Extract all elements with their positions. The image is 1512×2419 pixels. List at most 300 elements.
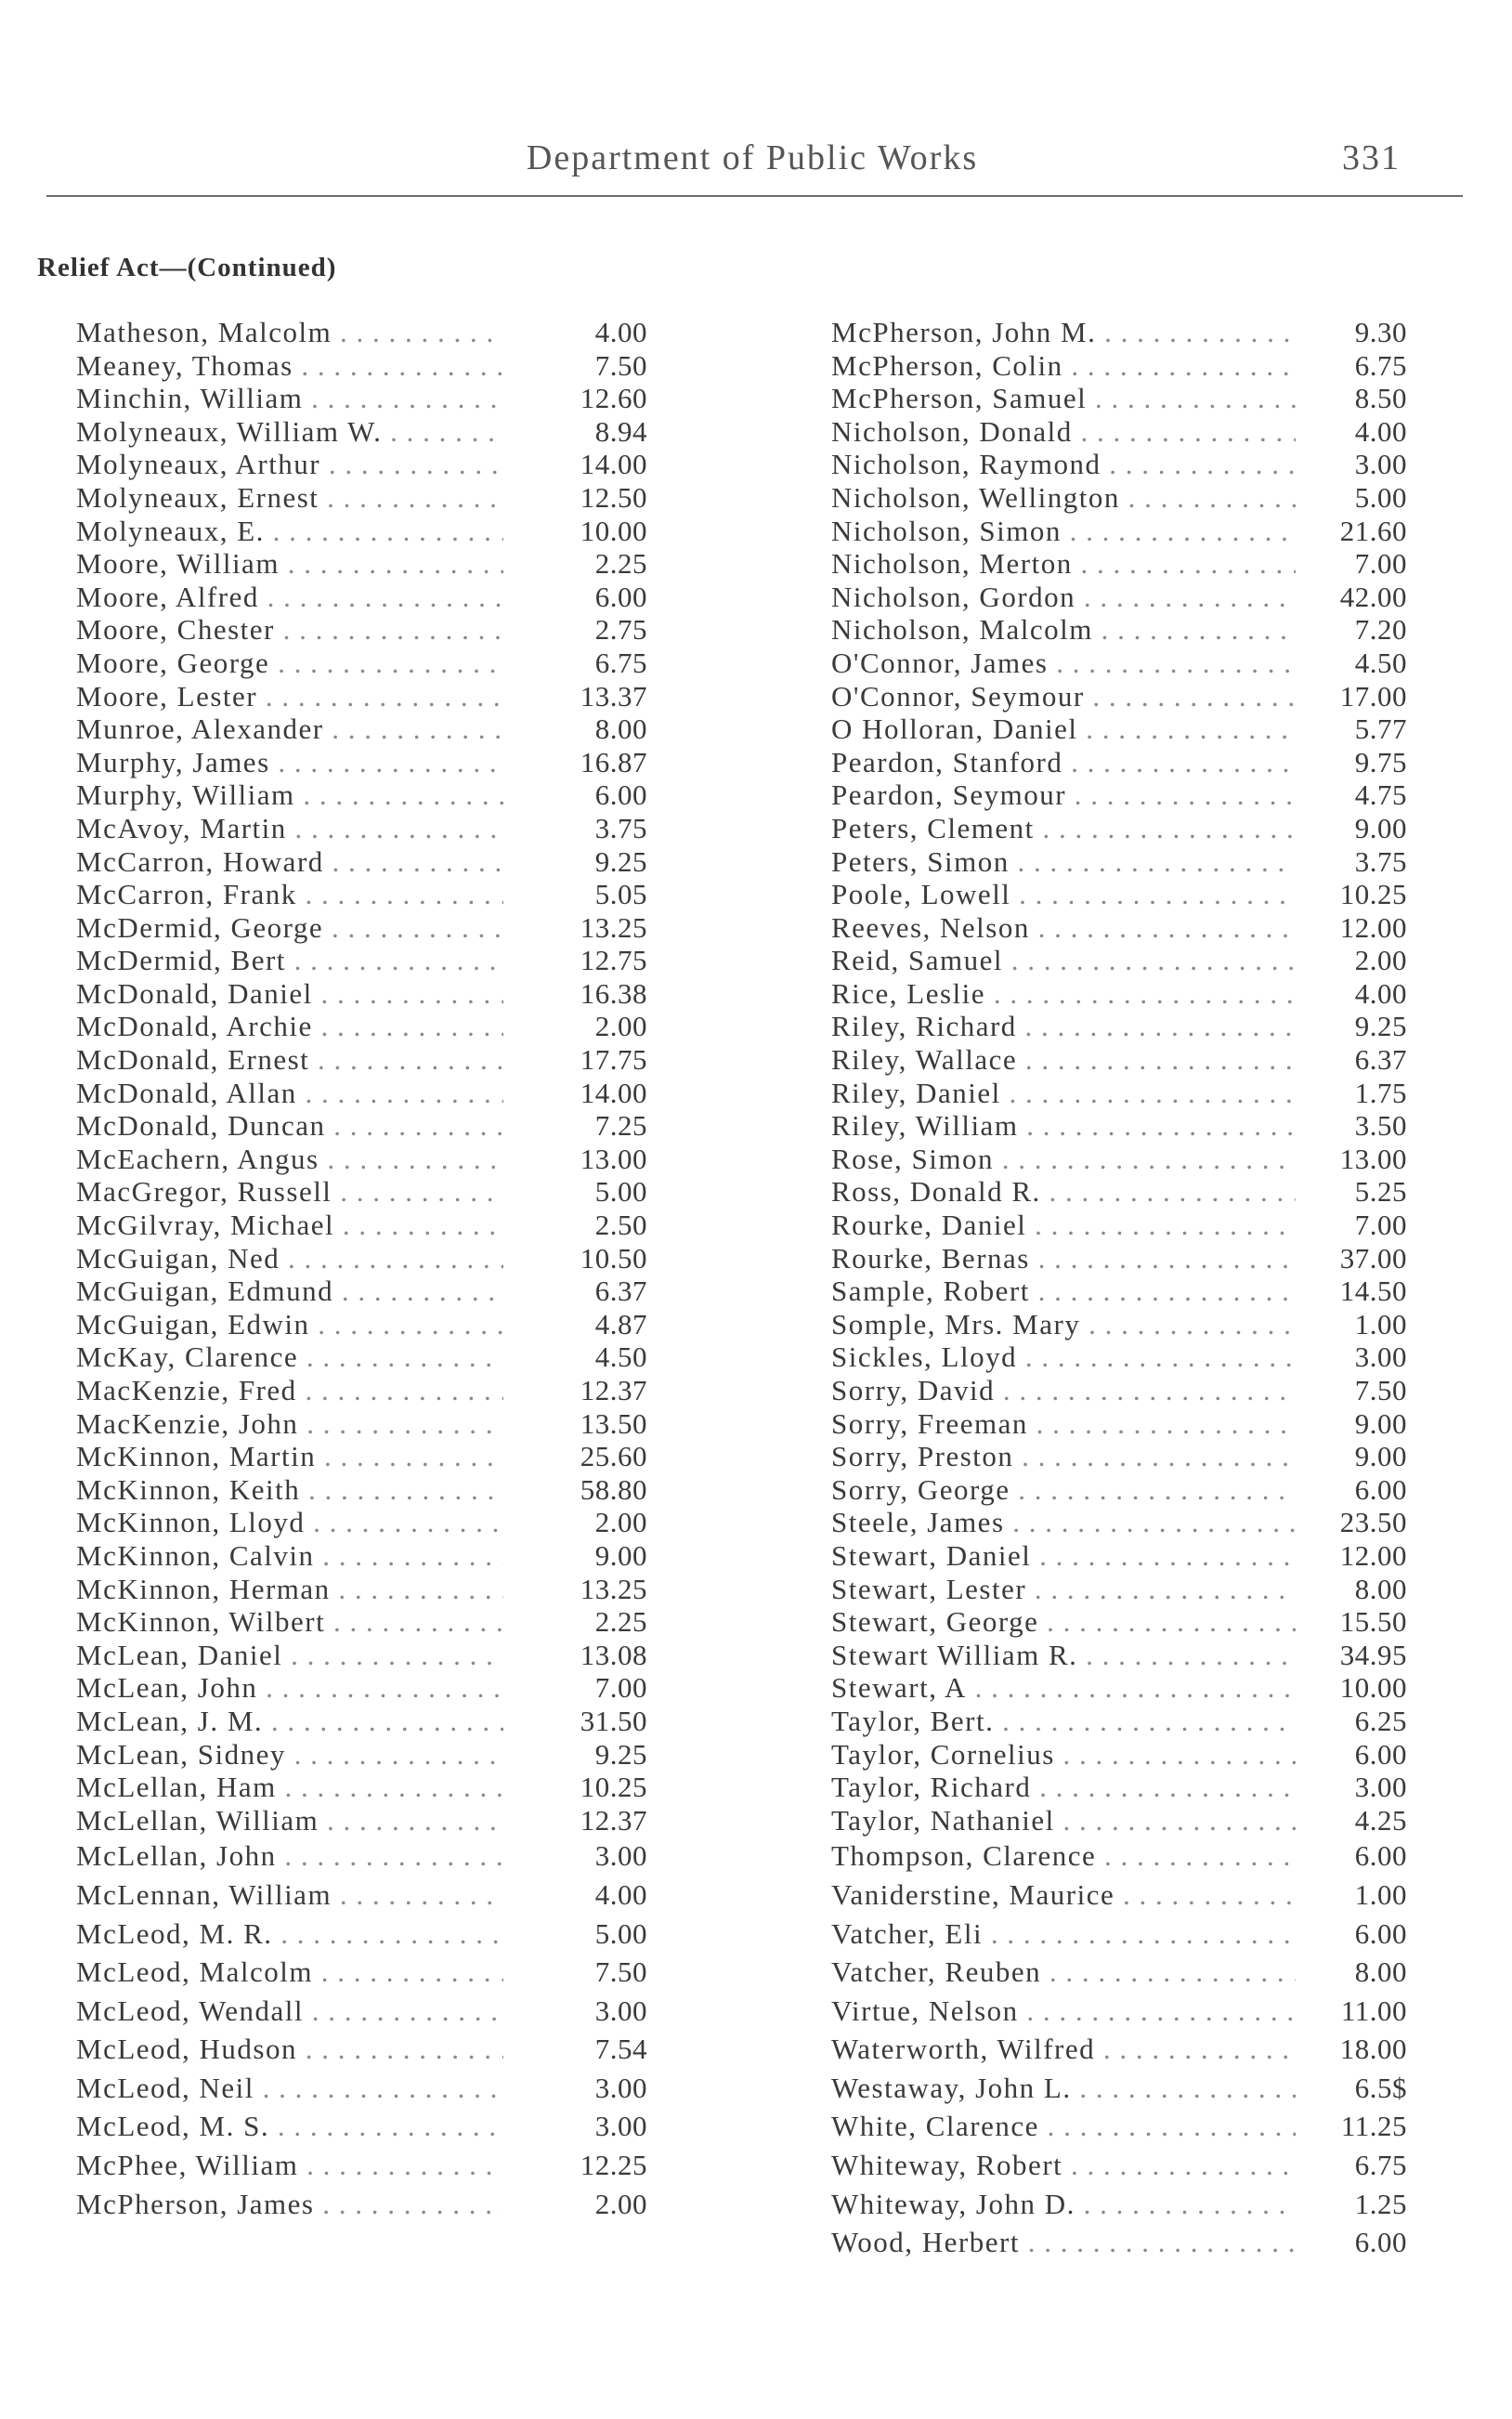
payee-name: Ross, Donald R. . . . xyxy=(831,1175,1296,1209)
list-item xyxy=(76,812,652,845)
payment-amount: 3.00 xyxy=(1354,448,1407,481)
payment-amount: 6.00 xyxy=(1354,1839,1407,1873)
list-item xyxy=(76,680,652,713)
payment-amount: 12.25 xyxy=(580,2149,647,2182)
list-item xyxy=(76,2107,652,2146)
list-item xyxy=(831,2069,1416,2108)
payment-amount: 23.50 xyxy=(1339,1506,1407,1539)
list-item xyxy=(831,1209,1416,1242)
list-item xyxy=(76,581,652,614)
payment-amount: 13.50 xyxy=(580,1406,647,1440)
list-item xyxy=(76,1275,652,1308)
payment-amount: 14.50 xyxy=(1339,1275,1407,1308)
payment-amount: 6.00 xyxy=(1354,1916,1407,1950)
payee-name: McEachern, Angus . . . xyxy=(76,1143,503,1176)
list-item xyxy=(76,415,652,449)
payment-amount: 42.00 xyxy=(1339,580,1407,613)
payee-name: McLellan, John . . . xyxy=(76,1837,503,1876)
payee-name: McAvoy, Martin . . . xyxy=(76,812,503,845)
payment-amount: 5.00 xyxy=(594,1175,647,1209)
payee-name: Riley, Daniel . . . xyxy=(831,1077,1296,1110)
list-item xyxy=(76,1010,652,1043)
payee-name: Thompson, Clarence . . . xyxy=(831,1837,1296,1876)
payee-name: Vaniderstine, Maurice . . . xyxy=(831,1876,1296,1915)
list-item xyxy=(76,1340,652,1374)
list-item xyxy=(831,1771,1416,1804)
payee-name: Molyneaux, William W. . . . xyxy=(76,415,503,449)
payee-name: McLean, Daniel . . . xyxy=(76,1639,503,1672)
payee-name: Nicholson, Gordon . . . xyxy=(831,581,1296,614)
payee-name: Moore, George . . . xyxy=(76,647,503,680)
payment-amount: 3.50 xyxy=(1354,1109,1407,1143)
payment-amount: 21.60 xyxy=(1339,514,1407,547)
payment-amount: 3.00 xyxy=(594,1994,647,2027)
list-item xyxy=(831,713,1416,746)
list-item xyxy=(76,1915,652,1954)
payment-amount: 37.00 xyxy=(1339,1241,1407,1275)
payee-name: Reid, Samuel . . . xyxy=(831,944,1296,977)
list-item xyxy=(76,481,652,515)
payment-amount: 8.94 xyxy=(594,414,647,448)
payee-name: Steele, James . . . xyxy=(831,1506,1296,1539)
list-item xyxy=(831,1506,1416,1539)
payee-name: McPherson, Samuel . . . xyxy=(831,382,1296,415)
payee-name: McLean, Sidney . . . xyxy=(76,1738,503,1772)
payment-amount: 7.54 xyxy=(594,2033,647,2066)
payee-name: McLean, John . . . xyxy=(76,1671,503,1705)
list-item xyxy=(831,515,1416,548)
payment-amount: 7.00 xyxy=(594,1671,647,1705)
payee-name: Sorry, George . . . xyxy=(831,1473,1296,1507)
list-item xyxy=(76,1738,652,1772)
payment-amount: 1.25 xyxy=(1354,2187,1407,2220)
payment-amount: 4.75 xyxy=(1354,778,1407,812)
payee-name: Wood, Herbert . . . xyxy=(831,2223,1296,2262)
payee-name: Taylor, Richard . . . xyxy=(831,1771,1296,1804)
list-item xyxy=(831,1340,1416,1374)
payee-name: McKay, Clarence . . . xyxy=(76,1340,503,1374)
list-item xyxy=(76,1440,652,1473)
list-item xyxy=(831,1374,1416,1407)
payee-name: Nicholson, Merton . . . xyxy=(831,547,1296,581)
list-item xyxy=(76,1639,652,1672)
payee-name: Peardon, Seymour . . . xyxy=(831,778,1296,812)
payee-name: Murphy, William . . . xyxy=(76,778,503,812)
list-item xyxy=(831,1143,1416,1176)
list-item xyxy=(831,746,1416,779)
list-item xyxy=(76,911,652,945)
list-item xyxy=(831,647,1416,680)
payee-name: Stewart, Daniel . . . xyxy=(831,1539,1296,1573)
payment-amount: 12.37 xyxy=(580,1803,647,1837)
payee-name: McLeod, Neil . . . xyxy=(76,2069,503,2108)
list-item xyxy=(76,2185,652,2224)
payment-amount: 6.75 xyxy=(1354,348,1407,382)
payment-amount: 17.75 xyxy=(580,1043,647,1077)
payment-amount: 5.00 xyxy=(1354,480,1407,514)
payee-name: Rose, Simon . . . xyxy=(831,1143,1296,1176)
list-item xyxy=(76,1308,652,1341)
payment-amount: 3.00 xyxy=(594,1839,647,1873)
list-item xyxy=(76,1242,652,1275)
payment-amount: 11.00 xyxy=(1340,1994,1407,2027)
list-item xyxy=(76,448,652,481)
payment-amount: 6.00 xyxy=(594,778,647,812)
payment-amount: 6.75 xyxy=(594,646,647,679)
list-item xyxy=(831,1109,1416,1143)
payment-amount: 6.00 xyxy=(1354,2226,1407,2259)
payment-amount: 10.00 xyxy=(580,514,647,547)
payment-amount: 13.37 xyxy=(580,679,647,713)
list-item xyxy=(76,349,652,383)
payee-name: McGuigan, Edmund . . . xyxy=(76,1275,503,1308)
list-item xyxy=(831,680,1416,713)
payee-name: Riley, Wallace . . . xyxy=(831,1043,1296,1077)
payment-amount: 9.00 xyxy=(1354,811,1407,844)
list-item xyxy=(76,1473,652,1507)
list-item xyxy=(831,1804,1416,1837)
payee-name: McDermid, George . . . xyxy=(76,911,503,945)
payment-amount: 1.00 xyxy=(1354,1877,1407,1911)
list-item xyxy=(831,1043,1416,1077)
payee-name: McCarron, Howard . . . xyxy=(76,845,503,879)
payment-amount: 9.25 xyxy=(594,1737,647,1771)
payee-name: Nicholson, Simon . . . xyxy=(831,515,1296,548)
list-item xyxy=(76,944,652,977)
list-item xyxy=(831,1953,1416,1992)
payee-name: McCarron, Frank . . . xyxy=(76,878,503,911)
payment-amount: 7.20 xyxy=(1354,613,1407,647)
payee-name: Virtue, Nelson . . . xyxy=(831,1992,1296,2031)
list-item xyxy=(76,1209,652,1242)
payment-amount: 7.25 xyxy=(594,1109,647,1143)
payment-amount: 4.00 xyxy=(1354,976,1407,1010)
list-item xyxy=(831,1242,1416,1275)
payment-amount: 8.50 xyxy=(1354,382,1407,415)
list-item xyxy=(76,1175,652,1209)
payee-name: Nicholson, Malcolm . . . xyxy=(831,613,1296,647)
list-item xyxy=(76,746,652,779)
list-item xyxy=(76,1837,652,1876)
payment-amount: 2.00 xyxy=(594,1010,647,1043)
payment-amount: 12.37 xyxy=(580,1374,647,1406)
payee-name: Vatcher, Eli . . . xyxy=(831,1915,1296,1954)
page-header xyxy=(0,0,1512,214)
list-item xyxy=(76,316,652,349)
list-item xyxy=(831,2185,1416,2224)
payment-amount: 31.50 xyxy=(580,1704,647,1737)
payment-amount: 10.25 xyxy=(580,1771,647,1804)
payee-name: McDermid, Bert . . . xyxy=(76,944,503,977)
list-item xyxy=(831,1639,1416,1672)
list-item xyxy=(76,1043,652,1077)
payee-name: Vatcher, Reuben . . . xyxy=(831,1953,1296,1992)
list-item xyxy=(76,1605,652,1639)
payee-name: McDonald, Ernest . . . xyxy=(76,1043,503,1077)
payee-name: Peters, Clement . . . xyxy=(831,812,1296,845)
payee-name: Meaney, Thomas . . . xyxy=(76,349,503,383)
payment-amount: 13.25 xyxy=(580,1572,647,1605)
payee-name: O'Connor, James . . . xyxy=(831,647,1296,680)
list-item xyxy=(831,778,1416,812)
payment-amount: 18.00 xyxy=(1339,2033,1407,2066)
list-item xyxy=(76,713,652,746)
payee-name: McDonald, Daniel . . . xyxy=(76,977,503,1011)
payee-name: Matheson, Malcolm . . . xyxy=(76,316,503,349)
payee-name: Poole, Lowell . . . xyxy=(831,878,1296,911)
payment-amount: 7.50 xyxy=(594,348,647,382)
payment-amount: 4.87 xyxy=(594,1307,647,1340)
payee-name: Taylor, Nathaniel . . . xyxy=(831,1804,1296,1837)
payment-amount: 9.25 xyxy=(594,844,647,878)
payee-name: Peters, Simon . . . xyxy=(831,845,1296,879)
payment-amount: 8.00 xyxy=(1354,1955,1407,1989)
list-item xyxy=(831,878,1416,911)
list-item xyxy=(76,1876,652,1915)
list-item xyxy=(831,1671,1416,1705)
payment-amount: 9.00 xyxy=(594,1538,647,1572)
payee-name: McPhee, William . . . xyxy=(76,2146,503,2185)
payee-name: Stewart, George . . . xyxy=(831,1605,1296,1639)
payee-name: McLean, J. M. . . . xyxy=(76,1705,503,1738)
list-item xyxy=(76,647,652,680)
payment-amount: 2.75 xyxy=(594,613,647,647)
list-item xyxy=(76,1506,652,1539)
payee-name: MacKenzie, Fred . . . xyxy=(76,1374,503,1407)
payee-name: Molyneaux, Arthur . . . xyxy=(76,448,503,481)
payment-amount: 10.00 xyxy=(1339,1671,1407,1705)
list-item xyxy=(76,382,652,415)
list-item xyxy=(76,613,652,647)
list-item xyxy=(76,515,652,548)
list-item xyxy=(831,415,1416,449)
list-item xyxy=(831,1077,1416,1110)
payment-amount: 2.25 xyxy=(594,547,647,581)
list-item xyxy=(76,1143,652,1176)
list-item xyxy=(76,778,652,812)
payee-name: McDonald, Allan . . . xyxy=(76,1077,503,1110)
list-item xyxy=(831,581,1416,614)
payee-name: McLennan, William . . . xyxy=(76,1876,503,1915)
list-item xyxy=(831,1837,1416,1876)
list-item xyxy=(831,382,1416,415)
payment-amount: 13.08 xyxy=(580,1638,647,1671)
payment-amount: 13.00 xyxy=(580,1142,647,1175)
payment-amount: 5.05 xyxy=(594,878,647,911)
list-item xyxy=(76,845,652,879)
list-item xyxy=(831,1539,1416,1573)
list-item xyxy=(76,1374,652,1407)
payment-amount: 4.00 xyxy=(594,1877,647,1911)
payee-name: Moore, William . . . xyxy=(76,547,503,581)
payment-amount: 6.00 xyxy=(1354,1737,1407,1771)
payee-name: McKinnon, Calvin . . . xyxy=(76,1539,503,1573)
list-item xyxy=(76,2069,652,2108)
payee-name: McLeod, Wendall . . . xyxy=(76,1992,503,2031)
payment-amount: 4.50 xyxy=(1354,646,1407,679)
list-item xyxy=(831,911,1416,945)
payment-amount: 9.00 xyxy=(1354,1440,1407,1473)
list-item xyxy=(76,1953,652,1992)
list-item xyxy=(76,1671,652,1705)
payee-name: Sickles, Lloyd . . . xyxy=(831,1340,1296,1374)
payee-name: McKinnon, Lloyd . . . xyxy=(76,1506,503,1539)
list-item xyxy=(831,2146,1416,2185)
payment-amount: 4.00 xyxy=(594,316,647,348)
payment-amount: 14.00 xyxy=(580,1076,647,1109)
payee-name: McGuigan, Edwin . . . xyxy=(76,1308,503,1341)
payment-amount: 6.5$ xyxy=(1354,2071,1407,2104)
payee-name: Taylor, Cornelius . . . xyxy=(831,1738,1296,1772)
payment-amount: 2.00 xyxy=(594,1506,647,1539)
payee-name: White, Clarence . . . xyxy=(831,2107,1296,2146)
payee-name: Moore, Alfred . . . xyxy=(76,581,503,614)
payment-amount: 9.75 xyxy=(1354,745,1407,778)
payee-name: MacGregor, Russell . . . xyxy=(76,1175,503,1209)
payment-amount: 2.50 xyxy=(594,1209,647,1242)
payment-amount: 3.00 xyxy=(1354,1340,1407,1374)
payee-name: Sorry, Preston . . . xyxy=(831,1440,1296,1473)
payment-amount: 16.38 xyxy=(580,976,647,1010)
payee-name: Nicholson, Wellington . . . xyxy=(831,481,1296,515)
payment-amount: 10.25 xyxy=(1339,878,1407,911)
section-title: Relief Act—(Continued) xyxy=(37,253,337,282)
list-item xyxy=(76,1407,652,1441)
payment-amount: 7.00 xyxy=(1354,547,1407,581)
payee-name: Minchin, William . . . xyxy=(76,382,503,415)
payee-name: Rourke, Daniel . . . xyxy=(831,1209,1296,1242)
payment-amount: 12.60 xyxy=(580,382,647,415)
payee-name: McKinnon, Keith . . . xyxy=(76,1473,503,1507)
payment-amount: 7.00 xyxy=(1354,1209,1407,1242)
payee-name: McLeod, M. S. . . . xyxy=(76,2107,503,2146)
list-item xyxy=(831,2030,1416,2069)
list-item xyxy=(76,1573,652,1606)
payee-name: McKinnon, Herman . . . xyxy=(76,1573,503,1606)
payment-amount: 13.25 xyxy=(580,910,647,944)
header-rule xyxy=(46,195,1463,197)
payee-name: Molyneaux, Ernest . . . xyxy=(76,481,503,515)
payee-name: McPherson, Colin . . . xyxy=(831,349,1296,383)
list-item xyxy=(76,1539,652,1573)
payment-amount: 2.00 xyxy=(1354,944,1407,977)
page-number: 331 xyxy=(1342,138,1401,177)
list-item xyxy=(831,1275,1416,1308)
list-item xyxy=(831,316,1416,349)
list-item xyxy=(76,2030,652,2069)
payment-amount: 58.80 xyxy=(580,1472,647,1506)
list-item xyxy=(831,1876,1416,1915)
payee-name: MacKenzie, John . . . xyxy=(76,1407,503,1441)
list-item xyxy=(76,878,652,911)
payee-name: Westaway, John L. . . . xyxy=(831,2069,1296,2108)
payment-amount: 14.00 xyxy=(580,448,647,481)
list-item xyxy=(76,1705,652,1738)
list-item xyxy=(76,1992,652,2031)
list-item xyxy=(831,1992,1416,2031)
list-item xyxy=(831,1175,1416,1209)
payee-name: Stewart, A . . . xyxy=(831,1671,1296,1705)
payment-amount: 3.00 xyxy=(594,2110,647,2143)
payment-amount: 17.00 xyxy=(1339,679,1407,713)
list-item xyxy=(831,1010,1416,1043)
payment-amount: 2.00 xyxy=(594,2187,647,2220)
payment-amount: 9.30 xyxy=(1354,316,1407,348)
payment-amount: 3.75 xyxy=(594,811,647,844)
payment-amount: 25.60 xyxy=(580,1440,647,1473)
payment-amount: 5.00 xyxy=(594,1916,647,1950)
payment-amount: 8.00 xyxy=(594,713,647,746)
list-item xyxy=(76,977,652,1011)
payee-name: Reeves, Nelson . . . xyxy=(831,911,1296,945)
payment-amount: 12.00 xyxy=(1339,910,1407,944)
list-item xyxy=(831,1705,1416,1738)
payment-amount: 9.00 xyxy=(1354,1406,1407,1440)
payee-name: Moore, Lester . . . xyxy=(76,680,503,713)
payment-amount: 4.00 xyxy=(1354,414,1407,448)
payee-name: Stewart, Lester . . . xyxy=(831,1573,1296,1606)
payee-name: Sample, Robert . . . xyxy=(831,1275,1296,1308)
payee-name: McLeod, Malcolm . . . xyxy=(76,1953,503,1992)
payee-name: Sorry, David . . . xyxy=(831,1374,1296,1407)
payment-amount: 9.25 xyxy=(1354,1010,1407,1043)
list-item xyxy=(831,448,1416,481)
payee-name: Murphy, James . . . xyxy=(76,746,503,779)
payment-amount: 3.00 xyxy=(1354,1771,1407,1804)
payee-name: Stewart William R. . . . xyxy=(831,1639,1296,1672)
payment-amount: 4.50 xyxy=(594,1340,647,1374)
payment-amount: 4.25 xyxy=(1354,1803,1407,1837)
payee-name: McKinnon, Martin . . . xyxy=(76,1440,503,1473)
list-item xyxy=(831,2107,1416,2146)
payee-name: O'Connor, Seymour . . . xyxy=(831,680,1296,713)
list-item xyxy=(831,1738,1416,1772)
payee-name: McLellan, William . . . xyxy=(76,1804,503,1837)
payment-amount: 12.00 xyxy=(1339,1538,1407,1572)
list-item xyxy=(831,547,1416,581)
payment-amount: 1.00 xyxy=(1354,1307,1407,1340)
payee-name: McPherson, John M. . . . xyxy=(831,316,1296,349)
list-item xyxy=(831,1407,1416,1441)
payment-amount: 6.75 xyxy=(1354,2149,1407,2182)
payment-amount: 34.95 xyxy=(1339,1638,1407,1671)
payee-name: Molyneaux, E. . . . xyxy=(76,515,503,548)
payment-amount: 16.87 xyxy=(580,745,647,778)
page-title: Department of Public Works xyxy=(526,138,979,177)
payment-amount: 11.25 xyxy=(1340,2110,1407,2143)
payment-amount: 3.00 xyxy=(594,2071,647,2104)
list-item xyxy=(831,1915,1416,1954)
list-item xyxy=(831,1573,1416,1606)
list-item xyxy=(76,547,652,581)
payee-name: Moore, Chester . . . xyxy=(76,613,503,647)
payment-amount: 6.25 xyxy=(1354,1704,1407,1737)
payee-name: Riley, William . . . xyxy=(831,1109,1296,1143)
payment-amount: 7.50 xyxy=(1354,1374,1407,1406)
payment-amount: 6.00 xyxy=(1354,1472,1407,1506)
list-item xyxy=(831,2223,1416,2262)
payment-amount: 1.75 xyxy=(1354,1076,1407,1109)
payment-amount: 15.50 xyxy=(1339,1605,1407,1639)
list-item xyxy=(76,1804,652,1837)
payee-name: Whiteway, John D. . . . xyxy=(831,2185,1296,2224)
list-item xyxy=(831,1308,1416,1341)
payment-amount: 6.37 xyxy=(594,1275,647,1308)
list-item xyxy=(76,1109,652,1143)
payment-amount: 2.25 xyxy=(594,1605,647,1639)
payee-name: Taylor, Bert. . . . xyxy=(831,1705,1296,1738)
payee-name: O Holloran, Daniel . . . xyxy=(831,713,1296,746)
